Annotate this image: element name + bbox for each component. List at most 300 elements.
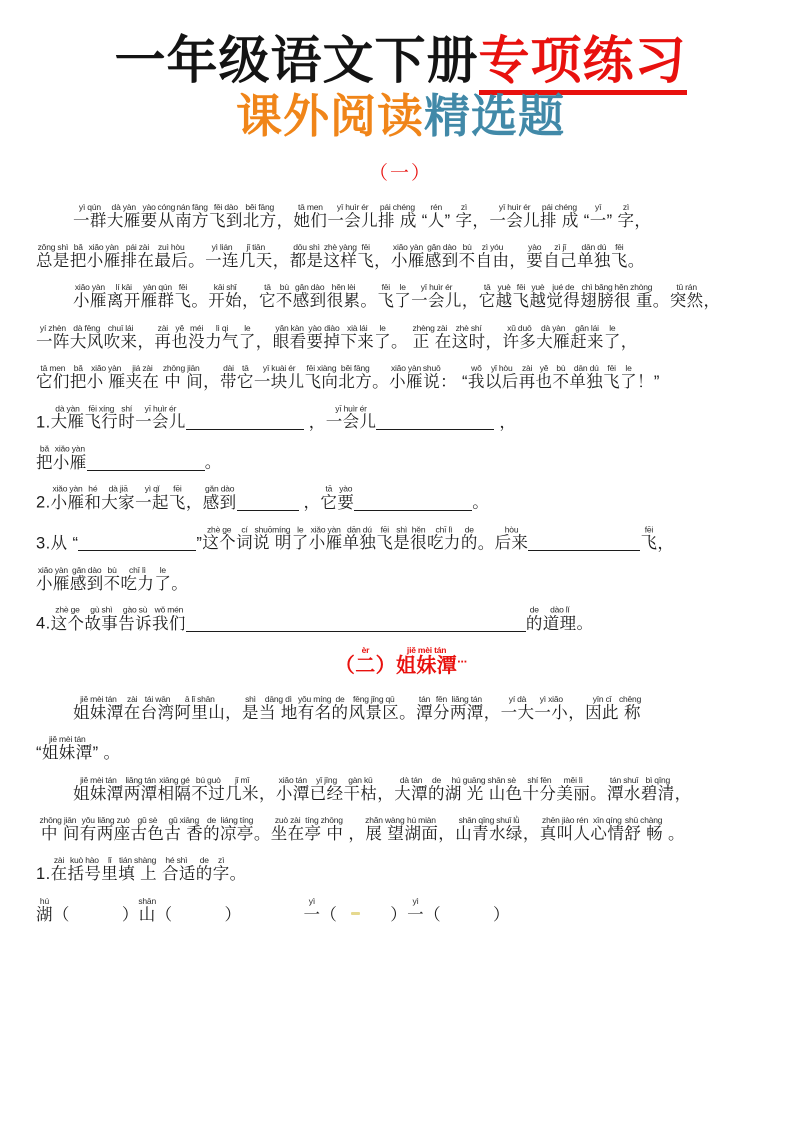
- plain-text: （: [155, 905, 173, 924]
- ruby-word: 总是zǒng shì: [36, 242, 70, 271]
- sub-title-orange: 课外阅读: [236, 90, 424, 143]
- ruby-word: 下来xià lái: [340, 322, 375, 351]
- ruby-word: 感到gǎn dào: [69, 564, 104, 593]
- ruby-word: 大风dà fēng: [69, 322, 104, 351]
- question-line: [36, 897, 765, 924]
- ruby-word: 在zài: [50, 855, 68, 884]
- ruby-word: 这样zhè yàng: [323, 242, 358, 271]
- plain-text: “: [578, 211, 590, 230]
- plain-text: ，: [568, 704, 586, 723]
- plain-text: 。: [360, 292, 378, 311]
- ruby-word: 是shì: [393, 524, 411, 553]
- ruby-word: 说 明shuōmíng: [252, 524, 292, 553]
- plain-text: ）: [224, 905, 242, 924]
- ruby-word: 了le: [154, 564, 172, 593]
- plain-text: ，: [472, 211, 490, 230]
- ruby-word: 飞fēi: [512, 282, 530, 311]
- ruby-word: 故事gù shì: [84, 604, 119, 633]
- ruby-word: 眼看yǎn kàn: [272, 322, 307, 351]
- ruby-word: 告诉gào sù: [118, 604, 152, 633]
- ruby-word: 一会儿yī huìr ér: [411, 282, 462, 311]
- ruby-word: 字zì: [212, 855, 230, 884]
- ruby-word: 排 成pái chéng: [378, 201, 417, 230]
- plain-text: 。: [399, 704, 417, 723]
- ruby-word: 开始kāi shǐ: [208, 282, 243, 311]
- ruby-word: 的de: [195, 855, 213, 884]
- ruby-word: 的de: [331, 694, 349, 723]
- plain-text: ，: [461, 292, 479, 311]
- plain-text: ，: [242, 292, 259, 311]
- ruby-word: 二èr: [355, 645, 376, 678]
- ruby-word: 一群yì qún: [73, 201, 107, 230]
- ruby-word: 展 望zhǎn wàng: [365, 815, 405, 844]
- ruby-word: 它tā: [236, 362, 254, 391]
- ruby-word: 一小yì xiǎo: [534, 694, 569, 723]
- ruby-word: 美丽měi lì: [556, 774, 591, 803]
- ruby-word: 飞fēi: [603, 362, 621, 391]
- ruby-word: 它tā: [258, 282, 276, 311]
- ruby-word: 括号kuò hào: [67, 855, 102, 884]
- passage-line: [36, 203, 765, 230]
- plain-text: 。: [204, 453, 222, 472]
- plain-text: ，: [258, 784, 276, 803]
- ruby-word: 字zì: [617, 201, 635, 230]
- ruby-word: 飞fēi: [640, 524, 658, 553]
- ruby-word: 里lǐ: [101, 855, 119, 884]
- passage-line: [36, 324, 765, 351]
- plain-text: 。: [171, 574, 189, 593]
- ruby-word: 合适hé shì: [156, 855, 196, 884]
- plain-text: ，: [276, 211, 294, 230]
- ruby-word: 几米jǐ mǐ: [225, 774, 259, 803]
- ruby-word: 了le: [620, 362, 637, 391]
- passage-line: [36, 695, 765, 722]
- ruby-word: 了le: [291, 524, 309, 553]
- ruby-word: 了le: [603, 322, 621, 351]
- ruby-word: 姐妹潭jiě mèi tán: [73, 694, 124, 723]
- passage-line: [36, 735, 765, 762]
- plain-text: ，: [137, 332, 155, 351]
- ruby-word: 小潭xiǎo tán: [275, 774, 310, 803]
- ruby-word: 古 香gǔ xiāng: [164, 815, 204, 844]
- ruby-word: 道理dào lǐ: [542, 604, 577, 633]
- plain-text: ，: [343, 825, 366, 844]
- ruby-word: 不bù: [458, 242, 476, 271]
- plain-text: 。: [652, 292, 670, 311]
- answer-blank: [376, 413, 494, 431]
- main-title-red-underlined: 专项练习: [479, 32, 687, 95]
- section2-passage: [36, 695, 765, 843]
- ruby-word: 赶来gǎn lái: [570, 322, 604, 351]
- ruby-word: 觉得jué de: [546, 282, 581, 311]
- stray-highlight-mark: [351, 912, 360, 915]
- ruby-word: 小雁xiǎo yàn: [52, 443, 87, 472]
- ruby-word: 不bù: [275, 282, 293, 311]
- ruby-word: 飞到fēi dào: [208, 201, 243, 230]
- plain-text: ，: [703, 292, 721, 311]
- ruby-word: 再zài: [154, 322, 172, 351]
- plain-text: （: [52, 905, 70, 924]
- ruby-word: 飞fēi: [610, 242, 628, 271]
- main-title-black: 一年级语文下册: [114, 32, 479, 89]
- ruby-word: 中 间zhōng jiān: [159, 362, 204, 391]
- plain-text: （: [320, 905, 338, 924]
- plain-text: 。: [663, 825, 685, 844]
- plain-text: ，: [438, 825, 456, 844]
- ruby-word: 北方běi fāng: [338, 362, 373, 391]
- ruby-word: 从cóng: [157, 201, 176, 230]
- ruby-word: 很 重hěn zhòng: [613, 282, 653, 311]
- ruby-word: 后来hòu: [494, 524, 529, 553]
- ruby-word: 潭水tán shuǐ: [607, 774, 641, 803]
- passage-line: [36, 816, 765, 843]
- ruby-word: 许多xǔ duō: [502, 322, 537, 351]
- ruby-word: 称chēng: [618, 694, 642, 723]
- ruby-word: 了le: [394, 282, 412, 311]
- ruby-word: 要yào: [306, 322, 324, 351]
- plain-text: ，: [485, 332, 503, 351]
- ruby-word: 山shān: [138, 895, 156, 924]
- ruby-word: 和hé: [84, 483, 102, 512]
- ruby-word: 一起yì qǐ: [135, 483, 169, 512]
- ruby-word: 十分shí fēn: [522, 774, 557, 803]
- ruby-word: 掉diào: [323, 322, 341, 351]
- plain-text: 4.: [36, 614, 51, 633]
- ruby-word: 它们tā men: [36, 362, 70, 391]
- ruby-word: 飞fēi: [376, 524, 394, 553]
- ruby-word: 姐妹潭jiě mèi tán: [396, 645, 458, 678]
- ruby-word: 雁群yàn qún: [140, 282, 175, 311]
- plain-text: ）: [375, 655, 396, 678]
- ruby-word: 以后yǐ hòu: [484, 362, 519, 391]
- ruby-word: 亭 中tíng zhōng: [304, 815, 344, 844]
- ruby-word: 两座liǎng zuò: [96, 815, 131, 844]
- ruby-word: 潭tán: [416, 694, 433, 723]
- question-line: [36, 404, 765, 431]
- ruby-word: 把bǎ: [69, 242, 87, 271]
- ruby-word: 了le: [374, 322, 392, 351]
- plain-text: ，: [272, 252, 290, 271]
- bracket-gap: [441, 919, 493, 920]
- passage-line: [36, 364, 765, 391]
- ruby-word: 词cí: [236, 524, 253, 553]
- ruby-word: 也yě: [535, 362, 553, 391]
- ruby-word: 飞fēi: [357, 242, 375, 271]
- ruby-word: 台湾tái wān: [140, 694, 175, 723]
- ruby-word: 很累hěn lèi: [326, 282, 361, 311]
- ruby-word: 姐妹潭jiě mèi tán: [41, 734, 93, 763]
- ruby-word: 单独dān dú: [569, 362, 604, 391]
- question-line: [36, 566, 765, 593]
- section1-questions: [36, 404, 765, 633]
- ruby-word: 大雁dà yàn: [50, 403, 85, 432]
- answer-blank: [186, 413, 304, 431]
- plain-text: ，: [522, 825, 540, 844]
- plain-text: ，: [203, 372, 221, 391]
- answer-blank: [528, 534, 640, 552]
- ruby-word: 一会儿yī huìr ér: [325, 403, 377, 432]
- ruby-word: 一yì: [407, 895, 425, 924]
- plain-text: 。: [253, 825, 271, 844]
- plain-text: 。: [477, 534, 495, 553]
- plain-text: 。: [372, 372, 390, 391]
- ruby-word: 它tā: [320, 483, 338, 512]
- plain-text: ，: [303, 413, 326, 432]
- ruby-word: 古色gǔ sè: [130, 815, 165, 844]
- ruby-word: 小雁xiǎo yàn: [391, 242, 425, 271]
- answer-blank: [237, 493, 299, 511]
- title-block: [36, 34, 765, 142]
- ruby-word: 大雁dà yàn: [536, 322, 571, 351]
- plain-text: ，: [374, 252, 392, 271]
- ruby-word: 一大yí dà: [500, 694, 535, 723]
- ruby-word: 有yǒu: [79, 815, 97, 844]
- ruby-word: 翅膀chì bǎng: [580, 282, 614, 311]
- section2-questions: [36, 856, 765, 924]
- ruby-word: 的de: [460, 524, 478, 553]
- ruby-word: 这个zhè ge: [202, 524, 237, 553]
- ruby-word: 也yě: [171, 322, 189, 351]
- ruby-word: 不bù: [552, 362, 570, 391]
- ruby-word: 湖 光 山色hú guāng shān sè: [444, 774, 523, 803]
- ruby-word: 填 上tián shàng: [118, 855, 157, 884]
- ruby-word: 要yào: [140, 201, 158, 230]
- plain-text: ”: [606, 211, 618, 230]
- ruby-word: 两潭liǎng tán: [449, 694, 484, 723]
- question-line: [36, 445, 765, 472]
- ruby-word: 凉亭liáng tíng: [220, 815, 254, 844]
- plain-text: ，: [298, 493, 321, 512]
- ruby-word: 吃力chī lì: [120, 564, 155, 593]
- ruby-word: 当 地dāng dì: [258, 694, 298, 723]
- ruby-word: 单独dān dú: [577, 242, 611, 271]
- ruby-word: 一会儿yī huìr ér: [489, 201, 541, 230]
- ruby-word: 姐妹潭jiě mèi tán: [73, 774, 124, 803]
- plain-text: ，: [377, 784, 395, 803]
- plain-text: ，: [255, 332, 273, 351]
- ruby-word: 舒 畅shū chàng: [624, 815, 664, 844]
- ruby-word: 夹在jiá zài: [125, 362, 160, 391]
- ruby-word: 湖hú: [36, 895, 53, 924]
- ruby-word: 感到gǎn dào: [292, 282, 327, 311]
- ruby-word: 已经yǐ jīng: [309, 774, 344, 803]
- ruby-word: 感到gǎn dào: [424, 242, 459, 271]
- plain-text: ）: [492, 905, 510, 924]
- plain-text: ，: [657, 534, 675, 553]
- plain-text: 2.: [36, 493, 51, 512]
- answer-blank: [186, 614, 526, 632]
- ruby-word: 小雁xiǎo yàn: [73, 282, 107, 311]
- ruby-word: 这时zhè shí: [451, 322, 486, 351]
- ruby-word: 不过bú guò: [191, 774, 226, 803]
- ruby-word: 把bǎ: [36, 443, 53, 472]
- ruby-word: 一阵yí zhèn: [36, 322, 70, 351]
- ruby-word: 的de: [428, 774, 445, 803]
- ruby-word: 一会儿yī huìr ér: [135, 403, 186, 432]
- ruby-word: 在zài: [123, 694, 141, 723]
- answer-blank: [78, 534, 196, 552]
- ruby-word: 南方nán fāng: [175, 201, 209, 230]
- ruby-word: 是shì: [242, 694, 259, 723]
- footnote-dots: ⋯: [457, 657, 467, 669]
- ruby-word: 力气lì qi: [205, 322, 239, 351]
- ruby-word: 正 在zhèng zài: [407, 322, 452, 351]
- ruby-word: 要yào: [337, 483, 355, 512]
- plain-text: 。: [229, 865, 247, 884]
- plain-text: 。: [191, 292, 209, 311]
- ruby-word: 的de: [203, 815, 221, 844]
- ruby-word: 一yì: [303, 895, 321, 924]
- plain-text: “: [36, 744, 42, 763]
- plain-text: 。: [576, 614, 594, 633]
- question-line: [36, 485, 765, 512]
- ruby-word: 一连yì lián: [205, 242, 239, 271]
- ruby-word: 都是dōu shì: [289, 242, 324, 271]
- plain-text: 。: [472, 493, 490, 512]
- ruby-word: 小雁xiǎo yàn: [308, 524, 343, 553]
- ruby-word: 分fēn: [432, 694, 450, 723]
- passage-line: [36, 243, 765, 270]
- ruby-word: 心情xīn qíng: [590, 815, 625, 844]
- passage-line: [36, 283, 765, 310]
- ruby-word: 说shuō: [422, 362, 441, 391]
- ruby-word: 的de: [525, 604, 543, 633]
- ruby-word: 小 雁xiǎo yàn: [86, 362, 126, 391]
- plain-text: ”: [196, 534, 203, 553]
- plain-text: ）: [390, 905, 408, 924]
- ruby-word: 排在pái zài: [120, 242, 155, 271]
- plain-text: ，: [634, 211, 652, 230]
- plain-text: （: [424, 905, 441, 924]
- ruby-word: 相隔xiāng gé: [157, 774, 192, 803]
- plain-text: ”: [444, 211, 456, 230]
- plain-text: 。: [627, 252, 645, 271]
- ruby-word: 飞fēi: [377, 282, 395, 311]
- plain-text: （: [334, 655, 356, 678]
- ruby-word: 了le: [238, 322, 256, 351]
- ruby-word: 一块儿yī kuài ér: [253, 362, 305, 391]
- bracket-gap: [360, 919, 390, 920]
- ruby-word: 把bǎ: [69, 362, 87, 391]
- bracket-gap: [173, 919, 225, 920]
- ruby-word: 吹来chuī lái: [103, 322, 138, 351]
- bracket-gap: [241, 919, 303, 920]
- answer-blank: [87, 453, 205, 471]
- ruby-word: 小雁xiǎo yàn: [389, 362, 423, 391]
- ruby-word: 大潭dà tán: [394, 774, 429, 803]
- ruby-word: 不bù: [103, 564, 121, 593]
- section1-passage: [36, 203, 765, 392]
- ruby-word: 再zài: [518, 362, 536, 391]
- ruby-word: 时shí: [118, 403, 136, 432]
- plain-text: ，: [674, 784, 692, 803]
- plain-text: 。: [590, 784, 608, 803]
- plain-text: ，: [509, 252, 527, 271]
- ruby-word: 干枯gàn kū: [343, 774, 378, 803]
- plain-text: 3.: [36, 534, 51, 553]
- ruby-word: 我们wǒ mén: [152, 604, 186, 633]
- plain-text: 1.: [36, 413, 51, 432]
- section1-heading: （一）: [368, 162, 432, 184]
- ruby-word: 飞fēi: [174, 282, 192, 311]
- ruby-word: 突然tū rán: [669, 282, 704, 311]
- plain-text: ，: [225, 704, 243, 723]
- ruby-word: 小雁xiǎo yàn: [36, 564, 70, 593]
- plain-text: 。: [188, 252, 206, 271]
- plain-text: ）: [121, 905, 139, 924]
- ruby-word: 大家dà jiā: [101, 483, 136, 512]
- ruby-word: 真叫人zhēn jiào rén: [539, 815, 591, 844]
- ruby-word: 最后zuì hòu: [154, 242, 189, 271]
- ruby-word: 中 间zhōng jiān: [36, 815, 80, 844]
- section-heading-line: [36, 646, 765, 677]
- ruby-word: 越yuè: [529, 282, 547, 311]
- plain-text: ，: [494, 413, 517, 432]
- ruby-word: 风景区fēng jǐng qū: [348, 694, 400, 723]
- ruby-word: 阿里山ā lǐ shān: [174, 694, 226, 723]
- ruby-word: 小雁xiǎo yàn: [86, 242, 121, 271]
- plain-text: ！”: [636, 372, 660, 391]
- plain-text: ，: [483, 704, 501, 723]
- ruby-word: 因此yīn cǐ: [585, 694, 619, 723]
- plain-text: 1.: [36, 865, 51, 884]
- plain-text: ，: [620, 332, 638, 351]
- section2-heading: [36, 646, 765, 677]
- ruby-word: 北方běi fāng: [242, 201, 277, 230]
- ruby-word: 它tā: [478, 282, 496, 311]
- ruby-word: 自由zì yóu: [475, 242, 510, 271]
- answer-blank: [354, 493, 472, 511]
- ruby-word: 感到gǎn dào: [202, 483, 237, 512]
- passage-line: [36, 776, 765, 803]
- ruby-word: 很hěn: [410, 524, 428, 553]
- bracket-gap: [70, 919, 122, 920]
- ruby-word: 飞向fēi xiàng: [304, 362, 339, 391]
- bracket-gap: [337, 919, 351, 920]
- ruby-word: 字zì: [455, 201, 473, 230]
- ruby-word: 她们tā men: [293, 201, 328, 230]
- ruby-word: 单独dān dú: [342, 524, 377, 553]
- ruby-word: 一会儿yī huìr ér: [327, 201, 379, 230]
- ruby-word: 这个zhè ge: [50, 604, 85, 633]
- question-line: [36, 525, 765, 552]
- ruby-word: 没méi: [188, 322, 206, 351]
- ruby-word: 吃力chī lì: [427, 524, 461, 553]
- ruby-word: 小雁xiǎo yàn: [50, 483, 85, 512]
- plain-text: 从: [50, 534, 68, 553]
- ruby-word: 飞行fēi xíng: [84, 403, 119, 432]
- ruby-word: 一yī: [589, 201, 607, 230]
- ruby-word: 我wǒ: [467, 362, 485, 391]
- sub-title: [36, 92, 765, 142]
- plain-text: 。: [98, 744, 121, 763]
- ruby-word: 越yuè: [495, 282, 513, 311]
- ruby-word: 几天jǐ tiān: [238, 242, 273, 271]
- ruby-word: 排 成pái chéng: [540, 201, 579, 230]
- plain-text: ”: [92, 744, 99, 763]
- ruby-word: 山青水绿shān qīng shuǐ lǜ: [455, 815, 523, 844]
- question-line: [36, 856, 765, 883]
- ruby-word: 要yào: [526, 242, 544, 271]
- ruby-word: 坐在zuò zài: [270, 815, 305, 844]
- sub-title-teal: 精选题: [424, 90, 565, 143]
- ruby-word: 飞fēi: [168, 483, 186, 512]
- question-line: [36, 606, 765, 633]
- ruby-word: 离开lí kāi: [106, 282, 141, 311]
- plain-text: 。: [391, 332, 408, 351]
- ruby-word: 两潭liǎng tán: [123, 774, 158, 803]
- main-title: [36, 34, 765, 88]
